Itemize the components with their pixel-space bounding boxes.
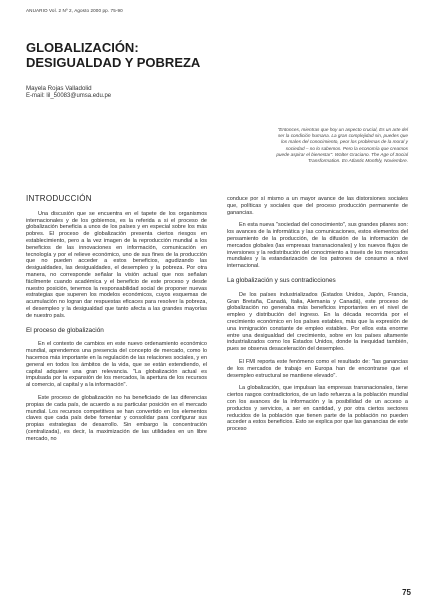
journal-header: ANUARIO Vol. 2 Nº 2, Agosto 2000 pp. 75-90 [26, 8, 123, 13]
section-paragraph-2: Este proceso de globalización no ha beneficiado de las diferencias propias de cada país, de acuerdo a su particular posición en el mercado mundial. Los recursos competitivos se han convertido en los elementos claves que cada país debe fomentar y consolidar para configurar sus propias estrategias de desarrollo. Sin embargo la concentración (centralizada), es decir, la maximización de las utilidades en un libre mercado, no [26, 394, 207, 442]
right-column [227, 196, 408, 439]
right-paragraph-4: El FMI reporta este fenómeno como el resultado de: "las ganancias de los mercados de trabajo en Europa han de encontrarse que el desempleo estructural se mantiene elevado". [227, 358, 408, 379]
author-email: E-mail: lil_50083@umsa.edu.pe [26, 93, 112, 99]
epigraph-quote: "Entonces, mientras que hoy un aspecto crucial, Es un arte del ser la condición humana. La gran complejidad sin, puedes que los males del conocimiento, peor los problemas de la moral y sociedad – no lo sabemos. Pero la economía que creamos puede aspirar el bienestar". Walter Graciano. The Age of Social Transformation. En Atlantic Monthly, Noviembre. [276, 127, 408, 164]
right-paragraph-2: En esta nueva "sociedad del conocimiento", sus grandes pilares son: los avances de la informática y las comunicaciones, estos elementos del pensamiento de la producción, de la difusión de la información de mercados globales (las empresas transnacionales) y los nuevos flujos de inversiones y la redistribución del conocimiento a través de los mercados mundiales y la estandarización de los patrones de consumo a nivel internacional. [227, 222, 408, 270]
right-paragraph-3: De los países industrializados (Estados Unidos, Japón, Francia, Gran Bretaña, Canadá, Italia, Alemania y Canadá), este proceso de globalización no generaba más beneficios importantes en el nivel de empleo y distribución del ingreso. En la década recorrida por el crecimiento económico en los países estables, más que la expresión de una inmigración constante de empleo estables. Por ellos esta enorme entre una desigualdad del crecimiento, sobre en los países altamente industrializados como los Estados Unidos, donde la inequidad también, pues se observa desaceleración del desempleo. [227, 291, 408, 353]
subheading: La globalización y sus contradicciones [227, 276, 336, 284]
right-paragraph-5: La globalización, que impulsan las empresas transnacionales, tiene ciertos rasgos contradictorios, de un lado refuerza a la población mundial con los avances de la información y la posibilidad de un acceso a productos y servicios, a ser en cantidad, y por otra ciertos sectores reducidos de la población que tienen parte de la población no pueden acceder a estos beneficios. Esto se explica por que las ganancias de este proceso [227, 385, 408, 433]
page-number: 75 [402, 588, 411, 597]
intro-heading: INTRODUCCIÓN [26, 194, 92, 203]
article-title [26, 40, 200, 70]
author-name: Mayela Rojas Valladolid [26, 85, 92, 92]
left-column [26, 196, 207, 449]
section-paragraph-1: En el contexto de cambios en este nuevo ordenamiento económico mundial, aprendemos una presencia del concepto de mercado, como lo hacemos más importante en la regulación de las relaciones sociales, y en general en todos los ámbitos de la vida, que se están extendiendo, el capital adquiere una gran relevancia. "La globalización actual es impulsada por la expansión de los mercados, la apertura de los recursos al comercio, al capital y a la información". [26, 341, 207, 389]
intro-paragraph: Una discusión que se encuentra en el tapete de los organismos internacionales y de los gobiernos, es la referida a si el proceso de globalización beneficia a unos de los países y en especial sobre los más pobres. El proceso de globalización presenta ciertos riesgos en establecimiento, pero a la vez imagen de la reproducción mundial a los beneficios de las innovaciones en información, comunicación en tecnología y por el relieve económico, uno de sus fines de la producción que no pueden acceder a estos beneficios, agudizando las desigualdades, las desigualdades, el desempleo y la pobreza. Por otra manera, no corresponde señalar la visión actual que nos señalan fácilmente cuando académica y el beneficio de este proceso y desde nuestro posición, tenemos la responsabilidad social de proponer nuevas estrategias que superen los modelos económicos, cuyos esquemas de acumulación no logran dar respuestas eficaces para resolver la pobreza, el desempleo y la desigualdad que tanto afecta a las grandes mayorías de nuestro país. [26, 210, 207, 319]
right-paragraph-1: conduce por sí mismo a un mayor avance de las distorsiones sociales que, políticas y sociales que del proceso producción permanente de ganancias. [227, 196, 408, 216]
section-heading: El proceso de globalización [26, 326, 104, 334]
title-line-2: DESIGUALDAD Y POBREZA [26, 55, 201, 70]
title-line-1: GLOBALIZACIÓN: [26, 40, 139, 55]
